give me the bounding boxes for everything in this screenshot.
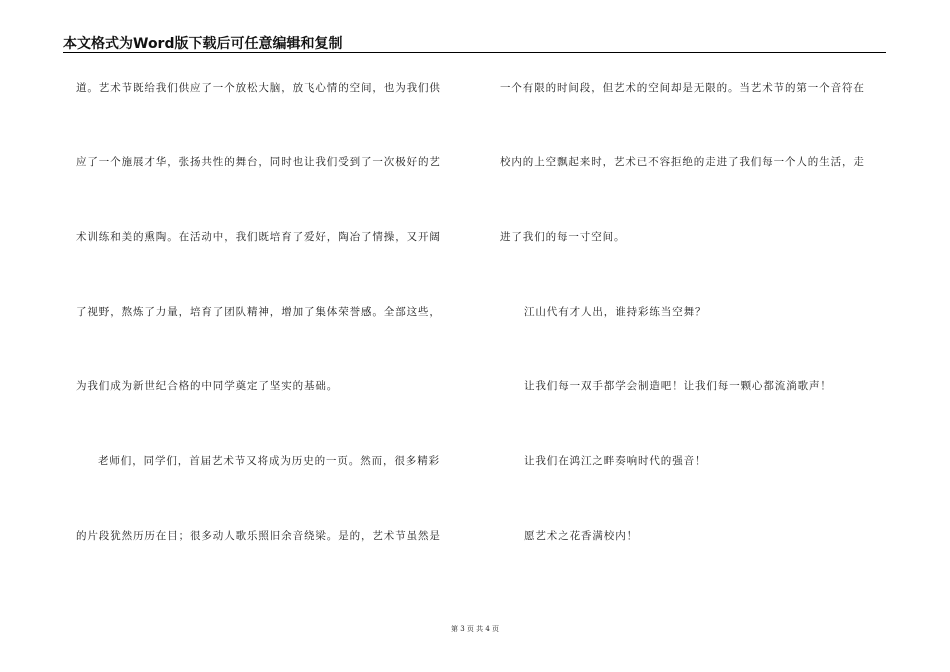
text-line: 让我们每一双手都学会制造吧！让我们每一颗心都流淌歌声！ <box>524 380 832 392</box>
text-line: 了视野，熬炼了力量，培育了团队精神，增加了集体荣誉感。全部这些， <box>76 306 441 318</box>
text-line: 应了一个施展才华，张扬共性的舞台，同时也让我们受到了一次极好的艺 <box>76 156 441 168</box>
text-line: 校内的上空飘起来时，艺术已不容拒绝的走进了我们每一个人的生活，走 <box>500 156 865 168</box>
text-line: 为我们成为新世纪合格的中同学奠定了坚实的基础。 <box>76 380 339 392</box>
text-line: 愿艺术之花香满校内！ <box>524 530 638 542</box>
text-line: 道。艺术节既给我们供应了一个放松大脑，放飞心情的空间，也为我们供 <box>76 82 441 94</box>
text-line: 术训练和美的熏陶。在活动中，我们既培育了爱好，陶冶了情操，又开阔 <box>76 231 441 243</box>
text-line: 的片段犹然历历在目；很多动人歌乐照旧余音绕梁。是的，艺术节虽然是 <box>76 530 441 542</box>
text-line: 一个有限的时间段，但艺术的空间却是无限的。当艺术节的第一个音符在 <box>500 82 865 94</box>
page-number-footer: 第 3 页 共 4 页 <box>450 625 500 633</box>
text-line: 让我们在鸿江之畔奏响时代的强音！ <box>524 455 707 467</box>
text-line: 江山代有才人出，谁持彩练当空舞？ <box>524 306 707 318</box>
header-divider <box>63 52 886 53</box>
document-header-title: 本文格式为Word版下载后可任意编辑和复制 <box>63 36 343 52</box>
text-line: 进了我们的每一寸空间。 <box>500 231 626 243</box>
text-line: 老师们，同学们，首届艺术节又将成为历史的一页。然而，很多精彩 <box>98 455 440 467</box>
